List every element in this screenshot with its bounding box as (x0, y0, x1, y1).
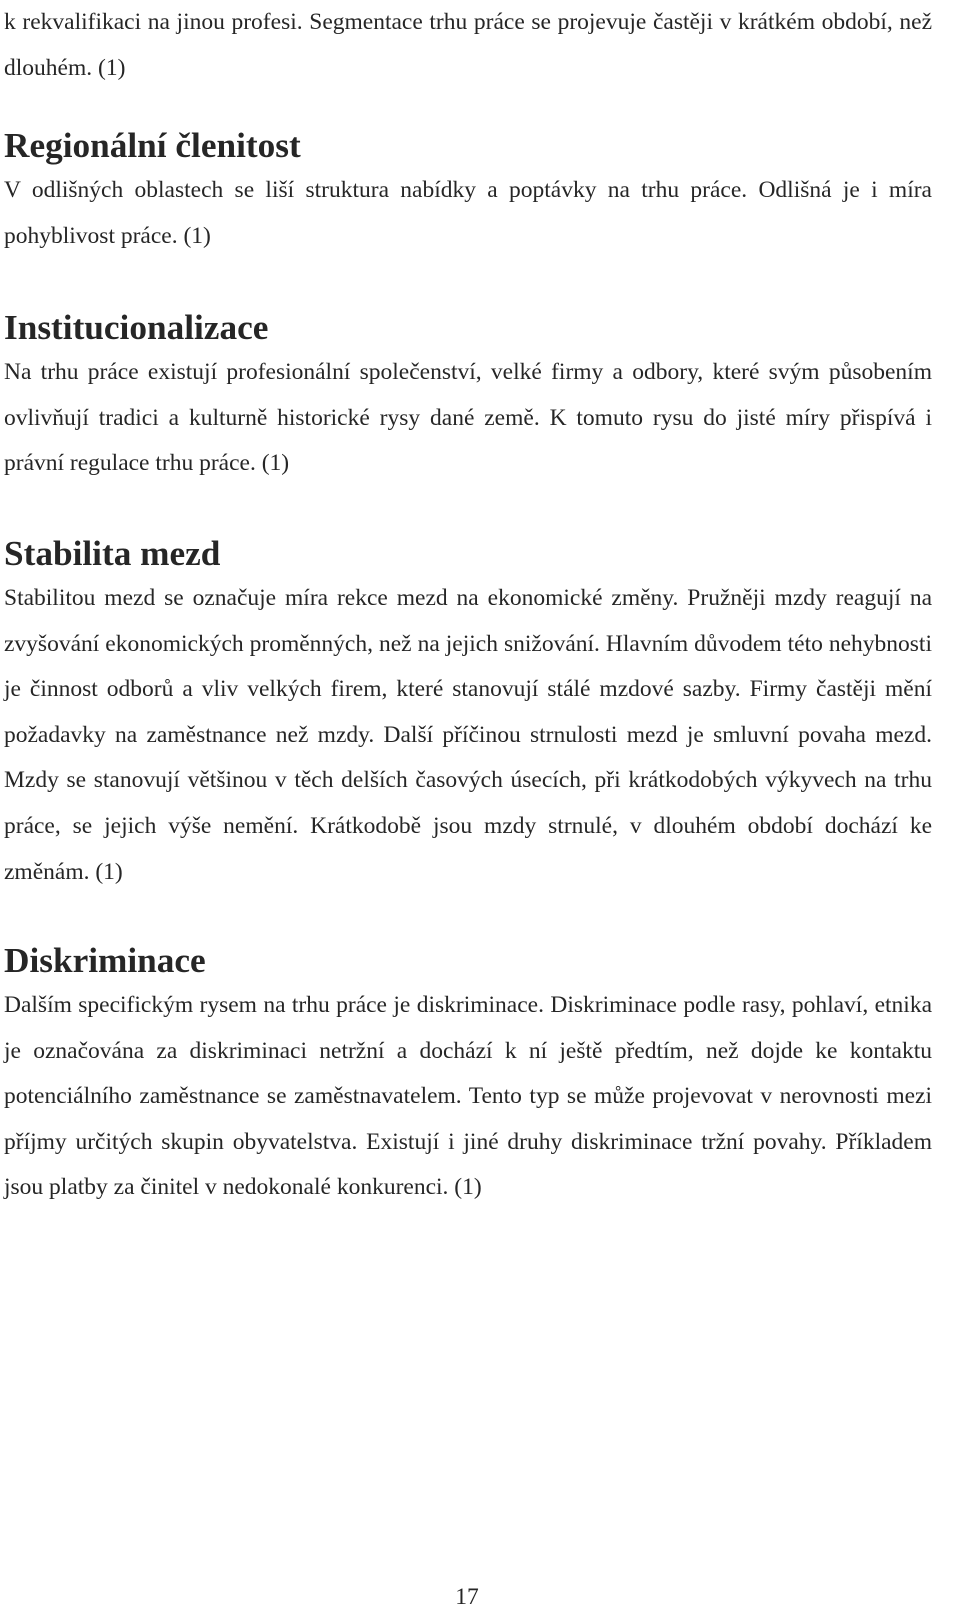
page-number: 17 (455, 1584, 479, 1610)
section-paragraph: Stabilitou mezd se označuje míra rekce mezd na ekonomické změny. Pružněji mzdy reagují na zvyšování ekonomických proměnných, než na jejich snižování. Hlavním důvodem této nehybnosti je činnost odborů a vliv velkých firem, které stanovují stálé mzdové sazby. Firmy častěji mění požadavky na zaměstnance než mzdy. Další příčinou strnulosti mezd je smluvní povaha mezd. Mzdy se stanovují většinou v těch delších časových úsecích, při krátkodobých výkyvech na trhu práce, se jejich výše nemění. Krátkodobě jsou mzdy strnulé, v dlouhém období dochází ke změnám. (1) (4, 585, 932, 885)
section-paragraph: Dalším specifickým rysem na trhu práce je diskriminace. Diskriminace podle rasy, pohlaví, etnika je označována za diskriminaci netržní a dochází k ní ještě předtím, než dojde ke kontaktu potenciálního zaměstnance se zaměstnavatelem. Tento typ se může projevovat v nerovnosti mezi příjmy určitých skupin obyvatelstva. Existují i jiné druhy diskriminace tržní povahy. Příkladem jsou platby za činitel v nedokonalé konkurenci. (1) (4, 992, 932, 1201)
section-heading: Institucionalizace (4, 308, 269, 347)
section-heading: Regionální členitost (4, 126, 301, 165)
section-discrimination (4, 938, 932, 1211)
section-regional (4, 123, 932, 259)
section-paragraph: Na trhu práce existují profesionální společenství, velké firmy a odbory, které svým působením ovlivňují tradici a kulturně historické rysy dané země. K tomuto rysu do jisté míry přispívá i právní regulace trhu práce. (1) (4, 359, 932, 477)
section-heading: Diskriminace (4, 941, 206, 980)
section-institutionalization (4, 305, 932, 487)
intro-paragraph: k rekvalifikaci na jinou profesi. Segmentace trhu práce se projevuje častěji v krátkém období, než dlouhém. (1) (4, 9, 932, 81)
section-wage-stability (4, 531, 932, 895)
section-heading: Stabilita mezd (4, 534, 221, 573)
section-paragraph: V odlišných oblastech se liší struktura nabídky a poptávky na trhu práce. Odlišná je i míra pohyblivost práce. (1) (4, 177, 932, 249)
